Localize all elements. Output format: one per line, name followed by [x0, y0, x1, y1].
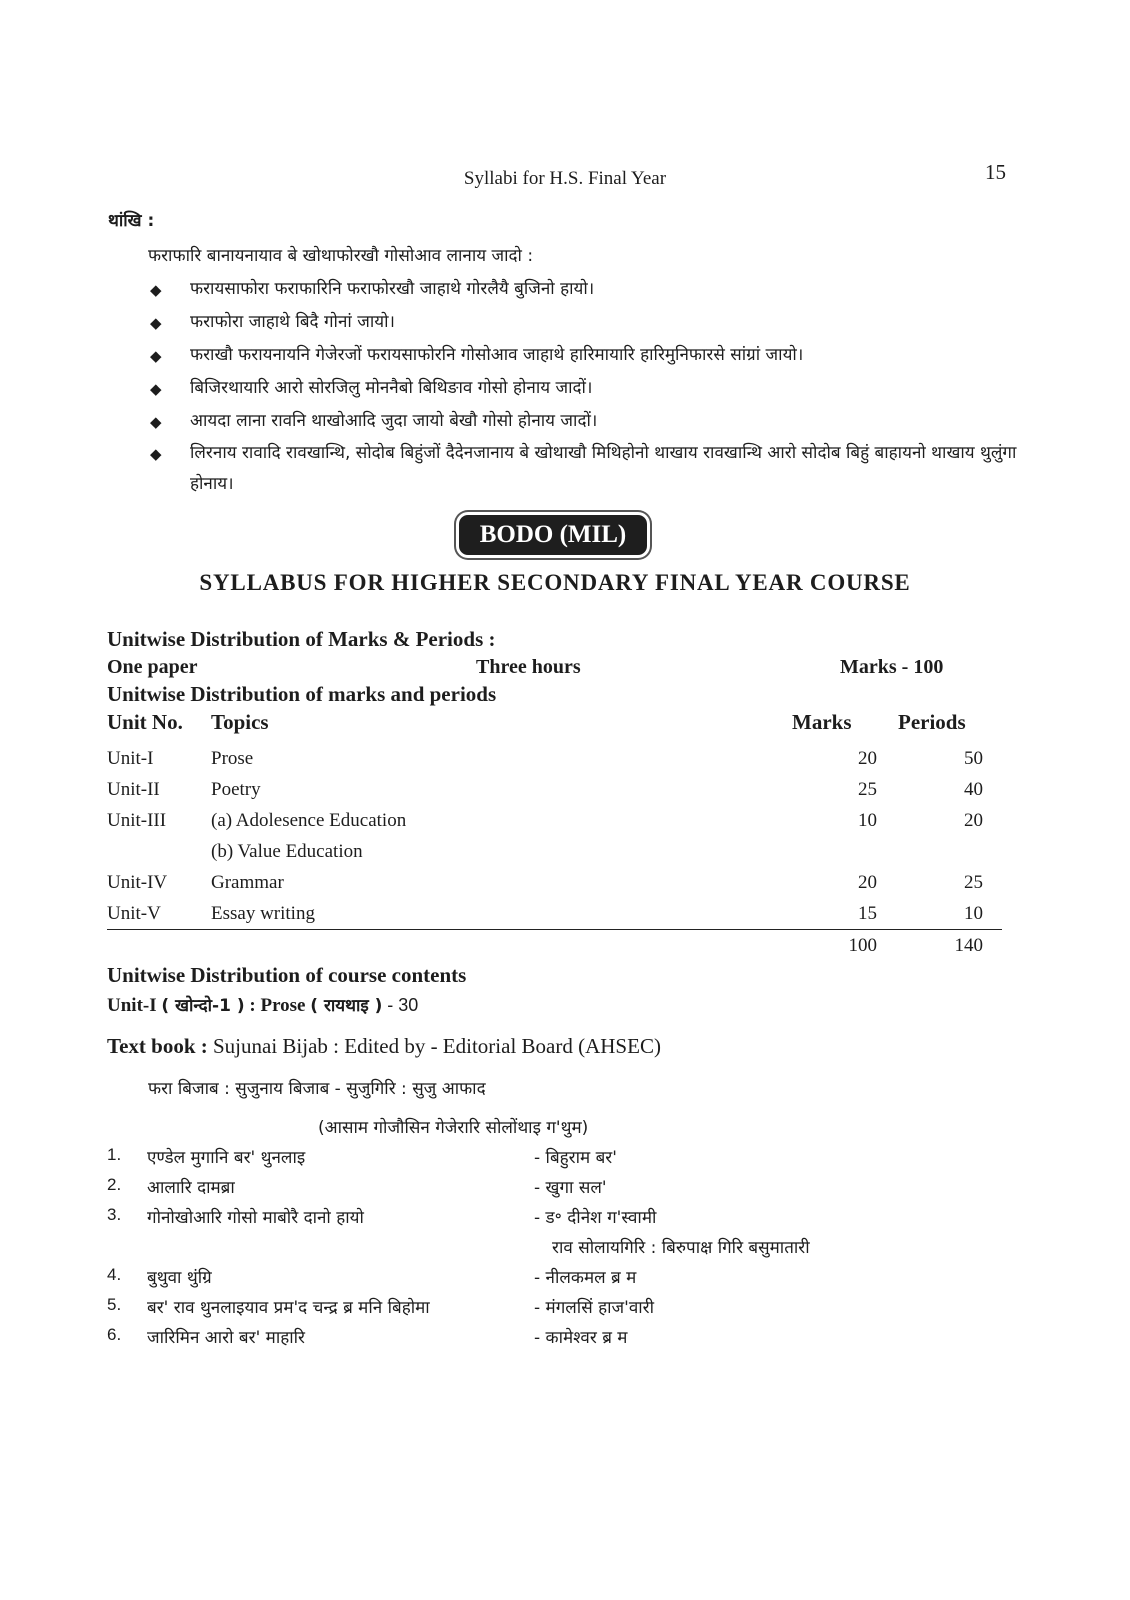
- table-row: [107, 810, 1007, 841]
- periods-cell: 10: [964, 903, 983, 924]
- topic-cell: Poetry: [211, 779, 261, 800]
- unit-one-heading: Unit-I ( खोन्दो-1 ) : Prose ( रायथाइ ) - 30: [107, 995, 419, 1016]
- periods-cell: 25: [964, 872, 983, 893]
- objectives-list: [148, 273, 1028, 500]
- column-header-periods: Periods: [898, 710, 966, 734]
- unit-cell: Unit-IV: [107, 872, 168, 893]
- list-item: ◆ लिरनाय रावादि रावखान्थि, सोदोब बिहुंजों दैदेनजानाय बे खोथाखौ मिथिहोनो थाखाय रावखान्थि आरो सोदोब बिहुं बाहायनो थाखाय थुलुंगा होनाय।: [148, 438, 1028, 500]
- list-item: 4. बुथुवा थुंग्रि - नीलकमल ब्र म: [107, 1265, 637, 1288]
- periods-cell: 50: [964, 748, 983, 769]
- table-divider: [107, 929, 1002, 930]
- subject-badge: BODO (MIL): [459, 515, 647, 555]
- textbook-line: Text book : Sujunai Bijab : Edited by - Editorial Board (AHSEC): [107, 1034, 661, 1058]
- list-item: 5. बर' राव थुनलाइयाव प्रम'द चन्द्र ब्र मनि बिहोमा - मंगलसिं हाज'वारी: [107, 1295, 655, 1318]
- native-textbook-line: फरा बिजाब : सुजुनाय बिजाब - सुजुगिरि : सुजु आफाद: [148, 1079, 486, 1099]
- table-row: [107, 748, 1007, 779]
- periods-cell: 40: [964, 779, 983, 800]
- marks-cell: 15: [858, 903, 877, 924]
- table-row: [107, 779, 1007, 810]
- total-periods: 140: [954, 935, 983, 956]
- marks-cell: 25: [858, 779, 877, 800]
- diamond-bullet-icon: ◆: [150, 413, 162, 431]
- distribution-heading: Unitwise Distribution of Marks & Periods :: [107, 627, 496, 651]
- topic-cell: Prose: [211, 748, 254, 769]
- paper-duration: Three hours: [476, 656, 581, 678]
- list-item: ◆ बिजिरथायारि आरो सोरजिलु मोननैबो बिथिङाव गोसो होनाय जादों।: [148, 372, 1028, 405]
- list-item: राव सोलायगिरि : बिरुपाक्ष गिरि बसुमातारी: [552, 1238, 810, 1258]
- table-row: [107, 872, 1007, 903]
- unit-cell: Unit-V: [107, 903, 161, 924]
- diamond-bullet-icon: ◆: [150, 281, 162, 299]
- list-item: ◆ फरायसाफोरा फराफारिनि फराफोरखौ जाहाथे गोरलैयै बुजिनो हायो।: [148, 273, 1028, 306]
- list-item: 2. आलारि दामब्रा - खुगा सल': [107, 1175, 607, 1198]
- topic-cell: (b) Value Education: [211, 841, 363, 862]
- marks-cell: 20: [858, 872, 877, 893]
- list-item: ◆ फराखौ फरायनायनि गेजेरजों फरायसाफोरनि गोसोआव जाहाथे हारिमायारि हारिमुनिफारसे सांग्रां जायो।: [148, 339, 1028, 372]
- course-contents-heading: Unitwise Distribution of course contents: [107, 963, 467, 987]
- column-header-marks: Marks: [792, 710, 852, 734]
- table-total-row: [107, 935, 1007, 966]
- topic-cell: Grammar: [211, 872, 284, 893]
- unit-cell: Unit-I: [107, 748, 154, 769]
- total-marks: 100: [848, 935, 877, 956]
- periods-cell: 20: [964, 810, 983, 831]
- list-item: 3. गोनोखोआरि गोसो माबोरै दानो हायो - ड॰ दीनेश ग'स्वामी: [107, 1205, 657, 1228]
- diamond-bullet-icon: ◆: [150, 380, 162, 398]
- objectives-title: थांखि :: [108, 211, 155, 231]
- column-header-topics: Topics: [211, 710, 269, 734]
- diamond-bullet-icon: ◆: [150, 314, 162, 332]
- diamond-bullet-icon: ◆: [150, 445, 162, 463]
- list-item: 6. जारिमिन आरो बर' माहारि - कामेश्वर ब्र म: [107, 1325, 628, 1348]
- topic-cell: Essay writing: [211, 903, 315, 924]
- list-item: ◆ फराफोरा जाहाथे बिदै गोनां जायो।: [148, 306, 1028, 339]
- marks-cell: 10: [858, 810, 877, 831]
- syllabus-title: SYLLABUS FOR HIGHER SECONDARY FINAL YEAR COURSE: [199, 570, 911, 595]
- diamond-bullet-icon: ◆: [150, 347, 162, 365]
- table-row: [107, 841, 1007, 872]
- list-item: ◆ आयदा लाना रावनि थाखोआदि जुदा जायो बेखौ गोसो होनाय जादों।: [148, 405, 1028, 438]
- running-header: Syllabi for H.S. Final Year: [463, 168, 667, 189]
- objectives-intro: फराफारि बानायनायाव बे खोथाफोरखौ गोसोआव लानाय जादो :: [148, 246, 534, 266]
- column-header-unit: Unit No.: [107, 710, 183, 734]
- marks-total: Marks - 100: [840, 656, 944, 678]
- unit-cell: Unit-III: [107, 810, 167, 831]
- list-item: 1. एण्डेल मुगानि बर' थुनलाइ - बिहुराम बर': [107, 1145, 617, 1168]
- page-number: 15: [985, 160, 1006, 184]
- publisher-line: (आसाम गोजौसिन गेजेरारि सोलोंथाइ ग'थुम): [318, 1118, 589, 1138]
- marks-cell: 20: [858, 748, 877, 769]
- topic-cell: (a) Adolesence Education: [211, 810, 407, 831]
- unit-cell: Unit-II: [107, 779, 160, 800]
- paper-count: One paper: [107, 656, 198, 678]
- distribution-subheading: Unitwise Distribution of marks and periods: [107, 682, 497, 706]
